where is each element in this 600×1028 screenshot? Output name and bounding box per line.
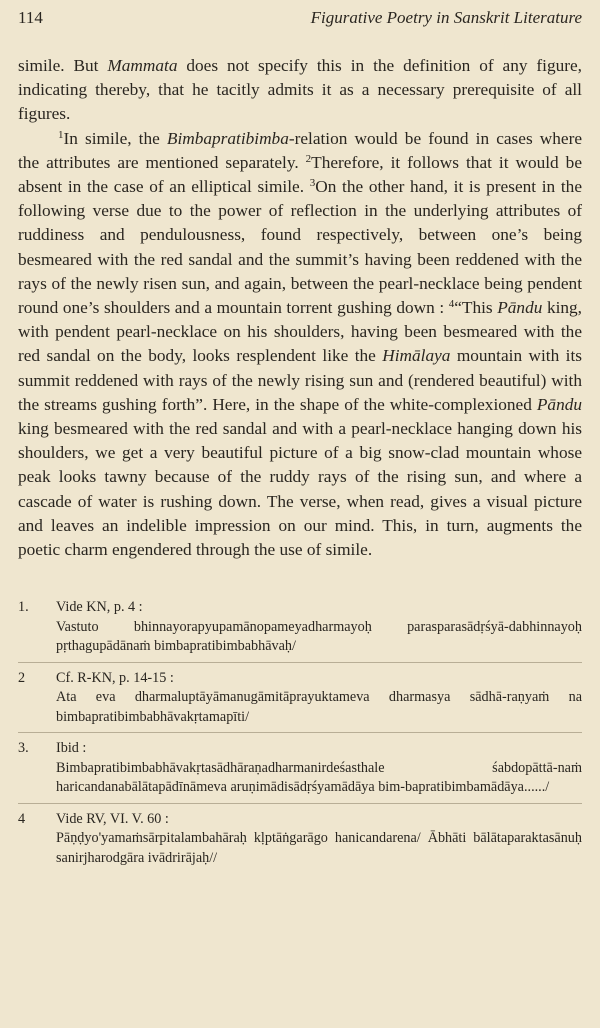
footnote [18, 739, 582, 798]
footnote-number: 3. [18, 740, 29, 757]
text-run: simile. But [18, 56, 108, 75]
footnote-reference: Vide RV, VI. V. 60 : [56, 810, 169, 827]
divider [18, 732, 582, 733]
divider [18, 803, 582, 804]
footnote-text: Ata eva dharmaluptāyāmanugāmitāprayuktameva dharmasya sādhā-raṇyaṁ na bimbapratibimbabhāvakṛtamapīti/ [56, 689, 582, 725]
footnote-number: 1. [18, 599, 29, 616]
page-number: 114 [18, 8, 43, 27]
footnote-marker: 4 [448, 298, 455, 311]
footnote-reference: Cf. R-KN, p. 14-15 : [56, 669, 174, 686]
page-header [18, 8, 582, 40]
divider [18, 662, 582, 663]
footnote-reference: Vide KN, p. 4 : [56, 599, 143, 616]
footnote-number: 2 [18, 669, 26, 686]
text-run: In simile, the [63, 128, 167, 148]
text-run: king, with pendent pearl-necklace on his shoulders, having been besmeared with the red sandal on the body, looks resplendent like the [18, 298, 582, 366]
emphasis-text: Bimbapratibimba [166, 128, 289, 148]
paragraph [18, 54, 582, 127]
text-run: does not specify this in the definition of any figure, indicating thereby, that he tacitly admits it as a necessary prerequisite of all figures. [18, 56, 582, 124]
footnote [18, 810, 582, 869]
footnote-text: Bimbapratibimbabhāvakṛtasādhāraṇadharmanirdeśasthale śabdopāttā-naṁ haricandanabālātapādīnāmeva aruṇimādisādṛśyamādāya bim-bapratibimbamādāya....../ [56, 759, 582, 796]
text-run: “This [454, 298, 498, 318]
emphasis-text: Mammata [107, 56, 178, 75]
footnote [18, 598, 582, 657]
footnote-marker: 3 [309, 177, 316, 190]
footnote-marker: 1 [58, 128, 64, 141]
text-run: On the other hand, it is present in the following verse due to the power of reflection in the underlying attributes of ruddiness and pendulousness, found respectively, between one’s being besmeared with the red sandal and the summit’s having been reddened with the rays of the newly risen sun, and again, between the pearl-necklace being pendent round one’s shoulders and a mountain torrent gushing down : [18, 177, 582, 318]
emphasis-text: Pāndu [536, 394, 582, 414]
body-text [18, 54, 582, 562]
text-run: Therefore, it follows that it would be absent in the case of an elliptical simile. [18, 152, 582, 197]
text-run: -relation would be found in cases where the attributes are mentioned separately. [18, 128, 582, 172]
footnotes [18, 598, 582, 868]
running-title: Figurative Poetry in Sanskrit Literature [310, 8, 582, 27]
footnote-number: 4 [18, 810, 26, 827]
emphasis-text: Himālaya [382, 346, 451, 366]
text-run: mountain with its summit reddened with rays of the newly rising sun and (rendered beautiful) with the streams gushing forth”. Here, in the shape of the white-complexioned [18, 346, 582, 414]
paragraph [18, 127, 582, 563]
footnote [18, 669, 582, 728]
text-run: king besmeared with the red sandal and with a pearl-necklace hanging down his shoulders, we get a very beautiful picture of a big snow-clad mountain whose peak looks tawny because of the ruddy rays of the rising sun, and where a cascade of water is rushing down. The verse, when read, gives a visual picture and leaves an indelible impression on our mind. This, in turn, augments the poetic charm engendered through the use of simile. [18, 419, 582, 560]
footnote-reference: Ibid : [56, 740, 87, 757]
footnote-text: Vastuto bhinnayorapyupamānopameyadharmayoḥ parasparasādṛśyā-dabhinnayoḥ pṛthagupādānaṁ bimbapratibimbabhāvaḥ/ [56, 618, 582, 655]
footnote-marker: 2 [305, 152, 312, 165]
emphasis-text: Pāndu [497, 298, 543, 318]
footnote-text: Pāṇḍyo'yamaṁsārpitalambahāraḥ kḷptāṅgarāgo hanicandarena/ Ābhāti bālātaparaktasānuḥ sanirjharodgāra ivādrirājaḥ// [56, 830, 582, 866]
